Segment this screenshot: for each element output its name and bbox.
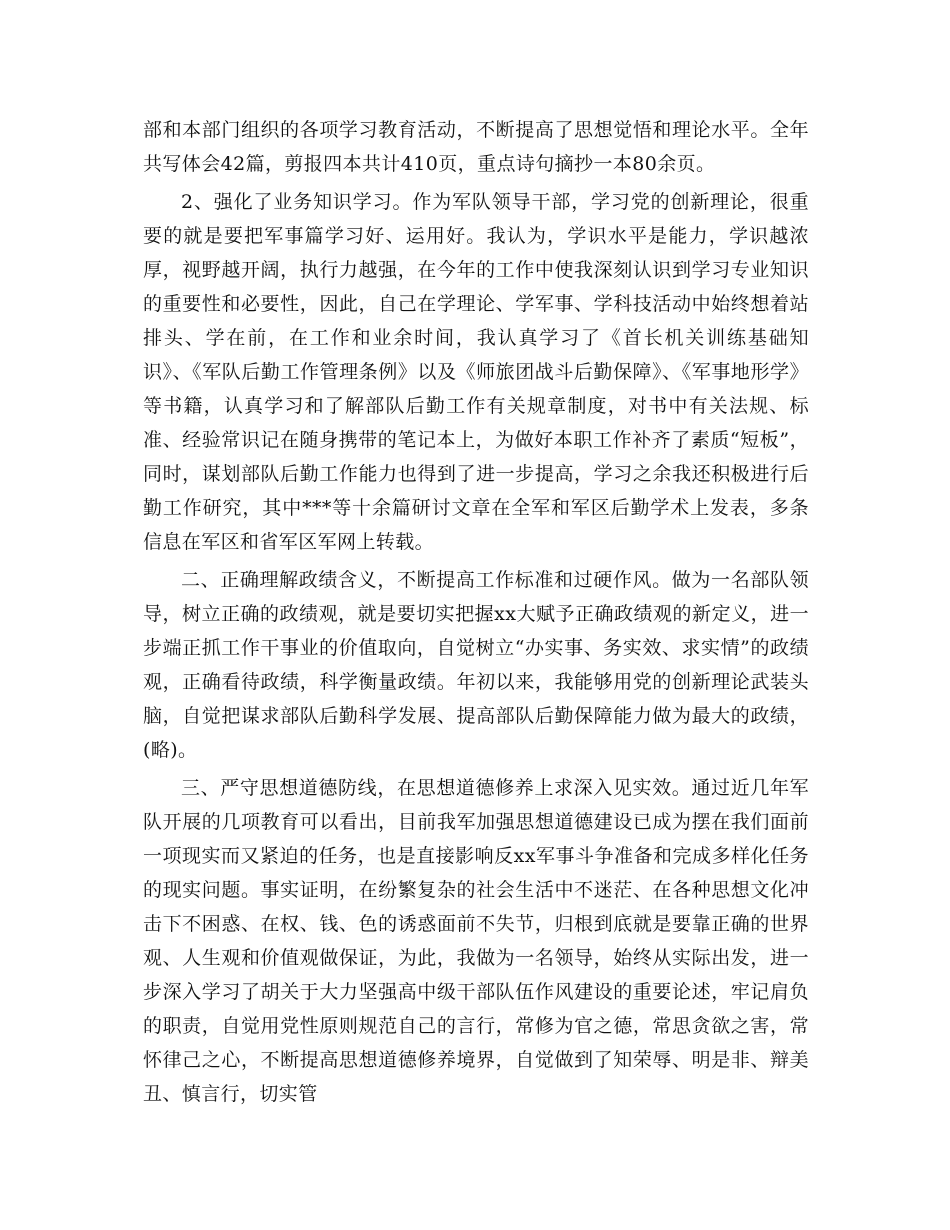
paragraph-continuation: 部和本部门组织的各项学习教育活动，不断提高了思想觉悟和理论水平。全年共写体会42篇，剪报四本共计410页，重点诗句摘抄一本80余页。	[143, 119, 809, 175]
paragraph-moral-defense: 三、严守思想道德防线，在思想道德修养上求深入见实效。通过近几年军队开展的几项教育可以看出，目前我军加强思想道德建设已成为摆在我们面前一项现实而又紧迫的任务，也是直接影响反xx军事斗争准备和完成多样化任务的现实问题。事实证明，在纷繁复杂的社会生活中不迷茫、在各种思想文化冲击下不困惑、在权、钱、色的诱惑面前不失节，归根到底就是要靠正确的世界观、人生观和价值观做保证，为此，我做为一名领导，始终从实际出发，进一步深入学习了胡关于大力坚强高中级干部队伍作风建设的重要论述，牢记肩负的职责，自觉用党性原则规范自己的言行，常修为官之德，常思贪欲之害，常怀律己之心，不断提高思想道德修养境界，自觉做到了知荣辱、明是非、辩美丑、慎言行，切实管	[143, 777, 809, 1105]
paragraph-performance-view: 二、正确理解政绩含义，不断提高工作标准和过硬作风。做为一名部队领导，树立正确的政绩观，就是要切实把握xx大赋予正确政绩观的新定义，进一步端正抓工作干事业的价值取向，自觉树立“办实事、务实效、求实情”的政绩观，正确看待政绩，科学衡量政绩。年初以来，我能够用党的创新理论武装头脑，自觉把谋求部队后勤科学发展、提高部队后勤保障能力做为最大的政绩，(略)。	[143, 569, 809, 761]
paragraph-business-study: 2、强化了业务知识学习。作为军队领导干部，学习党的创新理论，很重要的就是要把军事篇学习好、运用好。我认为，学识水平是能力，学识越浓厚，视野越开阔，执行力越强，在今年的工作中使我深刻认识到学习专业知识的重要性和必要性，因此，自己在学理论、学军事、学科技活动中始终想着站排头、学在前，在工作和业余时间，我认真学习了《首长机关训练基础知识》、《军队后勤工作管理条例》以及《师旅团战斗后勤保障》、《军事地形学》等书籍，认真学习和了解部队后勤工作有关规章制度，对书中有关法规、标准、经验常识记在随身携带的笔记本上，为做好本职工作补齐了素质“短板”，同时，谋划部队后勤工作能力也得到了进一步提高，学习之余我还积极进行后勤工作研究，其中***等十余篇研讨文章在全军和军区后勤学术上发表，多条信息在军区和省军区军网上转载。	[143, 191, 809, 553]
document-body	[143, 113, 809, 1115]
